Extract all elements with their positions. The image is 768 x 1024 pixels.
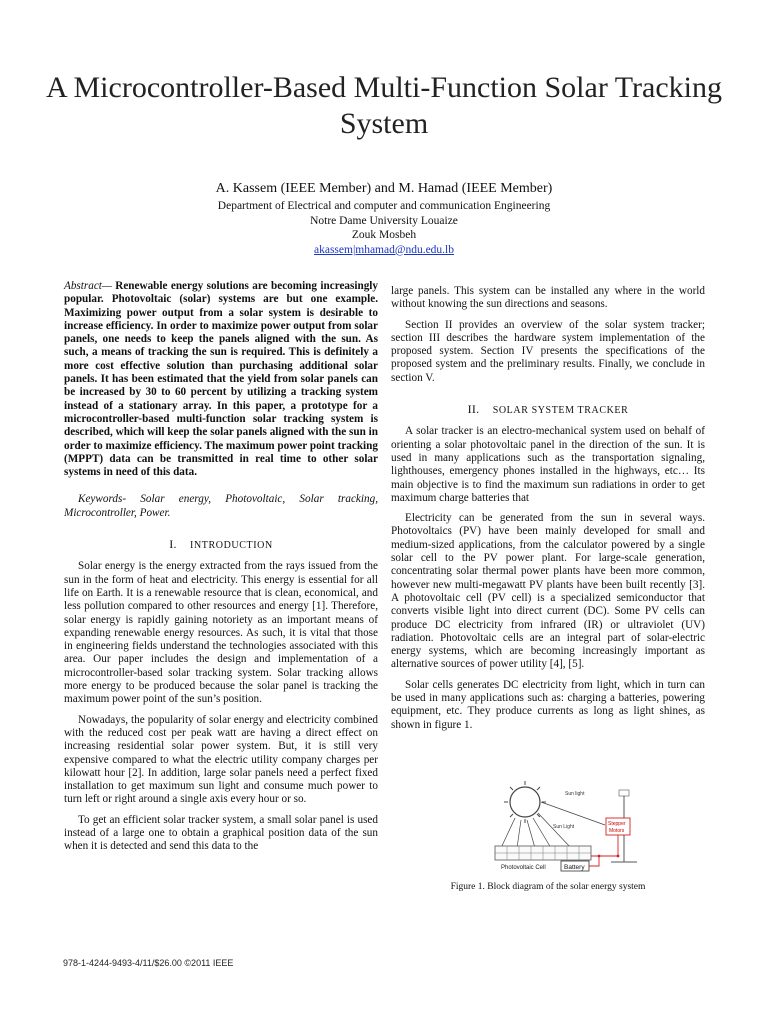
stepper-label: Stepper: [608, 821, 626, 827]
affiliation-university: Notre Dame University Louaize: [310, 214, 458, 227]
intro-paragraph-2: Nowadays, the popularity of solar energy and electricity combined with the reduced cost per peak watt are having a direct effect on increasing residential solar power system. But, it is still very expensive compared to what the electric utility company charges per kilowatt hour [2]. In addition, large solar panels need a perfect fixed installation to get maximum sun light and consume much power to turn left or right around a single axis every hour or so.: [64, 713, 378, 806]
motors-label: Motors: [609, 828, 625, 834]
wiring: [589, 835, 618, 866]
author-email-link[interactable]: akassem|mhamad@ndu.edu.lb: [314, 243, 454, 256]
abstract-lead: Abstract—: [64, 280, 112, 292]
tracker-paragraph-1: A solar tracker is an electro-mechanical system used on behalf of orienting a solar photovoltaic panel in the direction of the sun. It is used in many applications such as the transportation signaling, lighthouses, emergency phones installed in the highways, etc… Its main objective is to find the maximum sun radiations in order to get maximum charge batteries that: [391, 425, 705, 504]
tracker-paragraph-3: Solar cells generates DC electricity from light, which in turn can be used in many applications such as: charging a batteries, powering equipment, etc. They produce currents as long as light shines, as shown in figure 1.: [391, 678, 705, 731]
intro-paragraph-1: Solar energy is the energy extracted from the rays issued from the sun in the form of heat and electricity. This energy is essential for all life on Earth. It is a renewable resource that is clean, economical, and less pollution compared to other resources and energy [1]. Therefore, solar energy is rapidly gaining notoriety as an important means of expanding renewable energy resources. As such, it is vital that those in engineering fields understand the technologies associated with this area. Our paper includes the design and implementation of a microcontroller-based solar tracking system. Solar tracking allows more energy to be produced because the solar panel is tracking the maximum power point of the sun’s position.: [64, 560, 378, 706]
paper-title: A Microcontroller-Based Multi-Function Solar Tracking System: [46, 71, 722, 140]
affiliation-department: Department of Electrical and computer and communication Engineering: [217, 200, 551, 212]
intro-paragraph-3: To get an efficient solar tracker system, a small solar panel is used instead of a large one to obtain a graphical position data of the sun when it is detected and send this data to the: [64, 813, 378, 853]
section-number: I.: [169, 537, 177, 552]
continued-paragraph: large panels. This system can be installed any where in the world without knowing the sun directions and seasons.: [391, 285, 705, 311]
section-title: INTRODUCTION: [190, 540, 273, 552]
section-heading-solar-tracker: [391, 403, 705, 417]
affiliation-city: Zouk Mosbeh: [351, 229, 417, 241]
figure-1-caption: Figure 1. Block diagram of the solar energy system: [450, 882, 646, 892]
author-line: A. Kassem (IEEE Member) and M. Hamad (IEEE Member): [215, 181, 553, 196]
right-column: [391, 285, 705, 739]
tracker-paragraph-2: Electricity can be generated from the sun in several ways. Photovoltaics (PV) have been mainly developed for small and medium-sized applications, from the calculator powered by a single solar cell to the PV power plant. For large-scale generation, concentrating solar thermal power plants have been more common, however new multi-megawatt PV plants have been built recently [3]. A photovoltaic cell (PV cell) is a specialized semiconductor that converts visible light into direct current (DC). Some PV cells can produce DC electricity from infrared (IR) or ultraviolet (UV) radiation. Photovoltaic cells are an integral part of solar-electric energy systems, which are becoming increasingly important as alternative sources of power utility [4], [5].: [391, 512, 705, 671]
sun-light-label-mid: Sun Light: [553, 824, 575, 830]
figure-1-diagram: [493, 780, 653, 872]
outline-paragraph: Section II provides an overview of the solar system tracker; section III describes the hardware system implementation of the proposed system. Section IV presents the specifications of the proposed system and the preliminary results. Finally, we conclude in section V.: [391, 318, 705, 384]
section-title: SOLAR SYSTEM TRACKER: [492, 405, 629, 417]
abstract-paragraph: [64, 280, 378, 479]
solar-panel-icon: [495, 846, 591, 860]
affiliation-block: [40, 199, 728, 257]
pv-cell-label: Photovoltaic Cell: [501, 865, 546, 871]
block-diagram-svg: [493, 780, 653, 872]
keywords-paragraph: Keywords- Solar energy, Photovoltaic, Solar tracking, Microcontroller, Power.: [64, 493, 378, 519]
copyright-footer: 978-1-4244-9493-4/11/$26.00 ©2011 IEEE: [63, 958, 234, 968]
section-heading-introduction: [64, 538, 378, 552]
battery-label: Battery: [564, 864, 585, 871]
left-column: [64, 280, 378, 861]
section-number: II.: [467, 402, 480, 417]
abstract-text: Renewable energy solutions are becoming increasingly popular. Photovoltaic (solar) systems are but one example. Maximizing power output from a solar system is desirable to increase efficiency. In order to maximize power output from solar panels, one needs to keep the panels aligned with the sun. As such, a means of tracking the sun is required. This is definitely a more cost effective solution than purchasing additional solar panels. It has been estimated that the yield from solar panels can be increased by 30 to 60 percent by utilizing a tracking system instead of a stationary array. In this paper, a prototype for a microcontroller-based multi-function solar tracking system is described, which will keep the solar panels aligned with the sun in order to maximize efficiency. The maximum power point tracking (MPPT) data can be transmitted in real time to other solar systems in need of this data.: [64, 280, 378, 479]
sun-light-label-top: Sun light: [565, 791, 585, 797]
sun-icon: [504, 781, 546, 823]
